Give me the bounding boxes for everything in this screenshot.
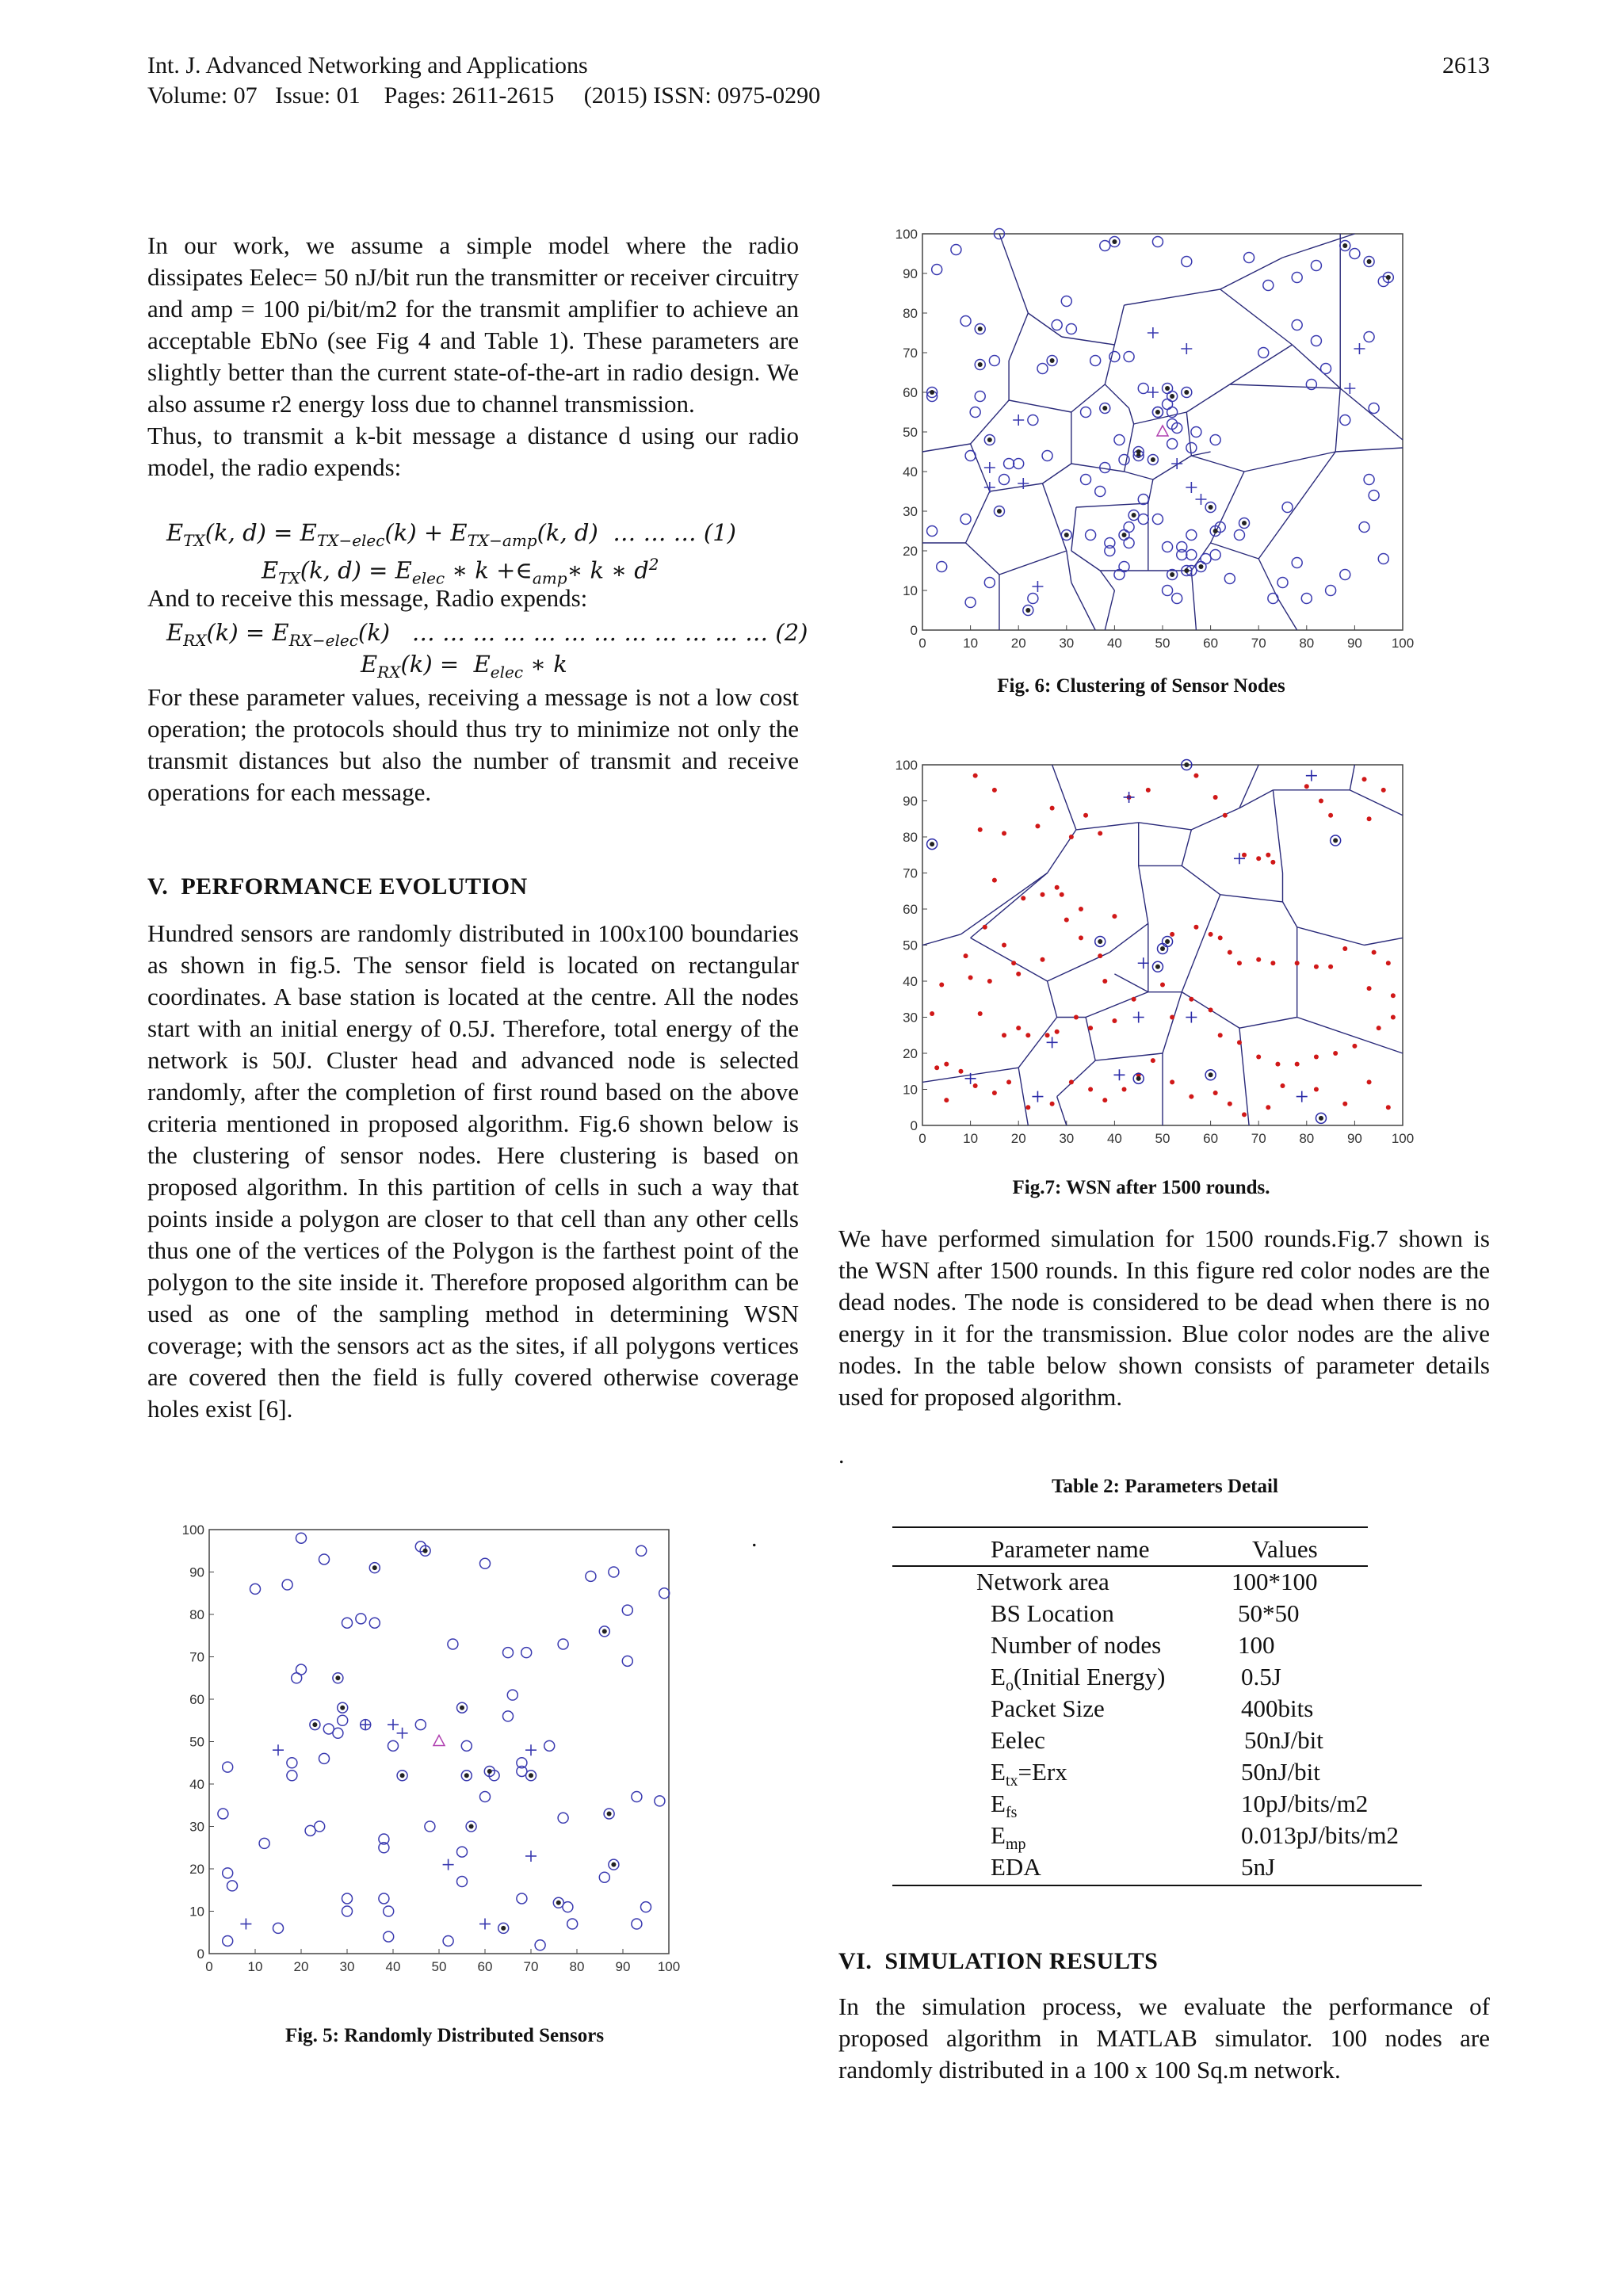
cluster-head-core bbox=[1122, 533, 1127, 537]
x-tick-label: 50 bbox=[1155, 636, 1170, 651]
x-tick-label: 30 bbox=[1059, 1131, 1075, 1146]
dead-node bbox=[1328, 965, 1333, 969]
equation-1b: $E_{TX}(k$, $d) = E_{elec}$ ∗ $k +\in_{amp}∗$ k ∗ $d^2$ bbox=[262, 555, 659, 588]
dead-node bbox=[1025, 1033, 1030, 1037]
table-cell-value: 100*100 bbox=[1232, 1568, 1318, 1595]
x-tick-label: 40 bbox=[1106, 1131, 1122, 1146]
y-tick-label: 80 bbox=[903, 306, 918, 321]
cluster-head-core bbox=[1155, 410, 1160, 415]
y-tick-label: 40 bbox=[903, 974, 918, 989]
dead-node bbox=[1045, 1033, 1050, 1037]
dead-node bbox=[1295, 961, 1300, 965]
cluster-head-core bbox=[1102, 406, 1107, 411]
dead-node bbox=[1170, 1079, 1174, 1084]
figure-6-caption: Fig. 6: Clustering of Sensor Nodes bbox=[997, 675, 1285, 697]
dead-node bbox=[1112, 914, 1117, 919]
dead-node bbox=[1213, 795, 1218, 800]
table-cell-param: $E_{mp}$ bbox=[991, 1821, 1026, 1854]
stray-dot: . bbox=[751, 1526, 758, 1552]
dead-node bbox=[1256, 856, 1261, 861]
dead-node bbox=[1016, 1026, 1021, 1030]
equation-2: $E_{RX}(k) = E_{RX-elec}(k)$ … … … … … … … … … … … … (2) bbox=[166, 619, 808, 650]
dead-node bbox=[1391, 1015, 1396, 1020]
parameters-table-body bbox=[976, 1566, 1452, 1883]
paragraph-dot: . bbox=[838, 1442, 845, 1469]
cluster-head-core bbox=[1213, 529, 1218, 533]
left-column bbox=[147, 230, 799, 483]
dead-node bbox=[1256, 957, 1261, 962]
cluster-head-core bbox=[1342, 243, 1347, 248]
dead-node bbox=[1209, 1007, 1213, 1012]
table-cell-value: 0.5J bbox=[1241, 1663, 1281, 1690]
table-row bbox=[976, 1756, 1452, 1788]
table-bottom-rule bbox=[892, 1885, 1422, 1886]
dead-node bbox=[1342, 1102, 1347, 1106]
dead-node bbox=[1266, 853, 1270, 858]
dead-node bbox=[1352, 1044, 1357, 1049]
cluster-head-core bbox=[1025, 608, 1030, 613]
dead-node bbox=[1275, 1062, 1280, 1067]
y-tick-label: 70 bbox=[189, 1649, 204, 1665]
table-cell-param: Eelec bbox=[991, 1726, 1045, 1754]
x-tick-label: 70 bbox=[1251, 636, 1266, 651]
dead-node bbox=[973, 1083, 978, 1088]
cluster-head-core bbox=[607, 1811, 612, 1816]
x-tick-label: 20 bbox=[1010, 636, 1026, 651]
x-tick-label: 80 bbox=[1299, 636, 1315, 651]
cluster-head-core bbox=[1319, 1116, 1323, 1121]
y-tick-label: 20 bbox=[903, 544, 918, 559]
dead-node bbox=[1102, 1098, 1107, 1102]
x-tick-label: 90 bbox=[1346, 636, 1362, 651]
dead-node bbox=[1386, 961, 1391, 965]
cluster-head-core bbox=[340, 1706, 345, 1710]
table-cell-value: 400bits bbox=[1241, 1694, 1314, 1722]
x-tick-label: 60 bbox=[1203, 1131, 1219, 1146]
cluster-head-core bbox=[423, 1549, 428, 1553]
dead-node bbox=[1228, 950, 1232, 955]
dead-node bbox=[1256, 1055, 1261, 1060]
dead-node bbox=[1242, 1112, 1247, 1117]
y-tick-label: 100 bbox=[895, 758, 918, 773]
dead-node bbox=[1160, 983, 1165, 988]
dead-node bbox=[987, 979, 992, 984]
dead-node bbox=[992, 1091, 997, 1095]
dead-node bbox=[1242, 853, 1247, 858]
x-tick-label: 10 bbox=[963, 1131, 979, 1146]
y-tick-label: 0 bbox=[910, 623, 918, 638]
x-tick-label: 100 bbox=[1391, 1131, 1415, 1146]
equation-1: $E_{TX}(k$, $d) = E_{TX-elec}(k) + E_{TX-amp}(k$, d) … … … (1) bbox=[166, 519, 736, 550]
dead-node bbox=[1083, 813, 1088, 818]
table-header-parameter: Parameter name bbox=[991, 1535, 1150, 1563]
y-tick-label: 80 bbox=[189, 1607, 204, 1622]
paragraph-receive: And to receive this message, Radio expends: bbox=[147, 584, 588, 612]
dead-node bbox=[1372, 950, 1377, 955]
dead-node bbox=[1098, 831, 1102, 835]
cluster-head-core bbox=[930, 842, 934, 846]
dead-node bbox=[1064, 918, 1069, 923]
dead-node bbox=[1213, 1091, 1218, 1095]
dead-node bbox=[1391, 993, 1396, 998]
cluster-head-core bbox=[487, 1769, 492, 1774]
x-tick-label: 20 bbox=[293, 1959, 309, 1974]
table-cell-value: 50*50 bbox=[1238, 1599, 1300, 1627]
cluster-head-core bbox=[464, 1773, 469, 1778]
cluster-head-core bbox=[1155, 965, 1160, 969]
cluster-head-core bbox=[1170, 572, 1174, 577]
table-cell-value: 0.013pJ/bits/m2 bbox=[1241, 1821, 1399, 1849]
dead-node bbox=[1002, 1033, 1006, 1037]
cluster-head-core bbox=[1242, 521, 1247, 525]
table-top-rule bbox=[892, 1526, 1368, 1528]
x-tick-label: 100 bbox=[657, 1959, 681, 1974]
dead-node bbox=[1342, 946, 1347, 951]
y-tick-label: 40 bbox=[903, 464, 918, 479]
dead-node bbox=[1328, 813, 1333, 818]
dead-node bbox=[1069, 1079, 1074, 1084]
figure-5-caption: Fig. 5: Randomly Distributed Sensors bbox=[285, 2025, 605, 2046]
dead-node bbox=[1223, 813, 1228, 818]
dead-node bbox=[1088, 1026, 1093, 1030]
x-tick-label: 20 bbox=[1010, 1131, 1026, 1146]
y-tick-label: 70 bbox=[903, 865, 918, 881]
volume-line: Volume: 07 Issue: 01 Pages: 2611-2615 (2015) ISSN: 0975-0290 bbox=[147, 82, 821, 109]
dead-node bbox=[1146, 788, 1151, 793]
cluster-head-core bbox=[978, 327, 983, 331]
dead-node bbox=[992, 878, 997, 883]
table-row bbox=[976, 1851, 1452, 1883]
cluster-head-core bbox=[1184, 762, 1189, 767]
dead-node bbox=[1193, 774, 1198, 778]
cluster-head-core bbox=[1136, 449, 1141, 454]
x-tick-label: 50 bbox=[1155, 1131, 1170, 1146]
dead-node bbox=[1079, 907, 1083, 911]
cluster-head-core bbox=[997, 509, 1002, 514]
dead-node bbox=[1295, 1062, 1300, 1067]
dead-node bbox=[1041, 957, 1045, 962]
cluster-head-core bbox=[501, 1926, 506, 1931]
y-tick-label: 10 bbox=[903, 1082, 918, 1098]
cluster-head-core bbox=[1184, 568, 1189, 573]
figure-6-plot bbox=[888, 226, 1426, 654]
y-tick-label: 100 bbox=[181, 1522, 204, 1538]
cluster-head-core bbox=[1165, 386, 1170, 391]
section-5-title: PERFORMANCE EVOLUTION bbox=[181, 873, 528, 900]
dead-node bbox=[939, 983, 944, 988]
dead-node bbox=[1035, 823, 1040, 828]
x-tick-label: 60 bbox=[477, 1959, 493, 1974]
cluster-head-core bbox=[1151, 457, 1155, 462]
y-tick-label: 60 bbox=[189, 1692, 204, 1707]
x-tick-label: 10 bbox=[247, 1959, 263, 1974]
section-6-heading bbox=[838, 1948, 1158, 1975]
dead-node bbox=[964, 953, 968, 958]
dead-node bbox=[1055, 885, 1060, 890]
cluster-head-core bbox=[1367, 259, 1372, 264]
y-tick-label: 50 bbox=[189, 1734, 204, 1750]
paragraph-simulation-results: In the simulation process, we evaluate the performance of proposed algorithm in MATLAB simulator. 100 nodes are randomly distributed in a 100 x 100 Sq.m network. bbox=[838, 1992, 1490, 2084]
cluster-head-core bbox=[1112, 239, 1117, 244]
dead-node bbox=[1362, 777, 1367, 781]
table-cell-value: 10pJ/bits/m2 bbox=[1241, 1790, 1369, 1817]
cluster-head-core bbox=[556, 1901, 561, 1905]
figure-7-plot bbox=[888, 757, 1426, 1153]
dead-node bbox=[1270, 961, 1275, 965]
equation-2b: $E_{RX}(k) = E_{elec}$ ∗ k bbox=[361, 651, 567, 682]
cluster-head-core bbox=[335, 1675, 340, 1680]
cluster-head-core bbox=[1170, 394, 1174, 399]
dead-node bbox=[973, 774, 978, 778]
cluster-head-core bbox=[1098, 939, 1102, 944]
table-cell-param: $E_{tx}=Erx$ bbox=[991, 1758, 1067, 1790]
cluster-head-core bbox=[469, 1824, 474, 1829]
dead-node bbox=[1074, 1015, 1079, 1020]
dead-node bbox=[1025, 1105, 1030, 1110]
dead-node bbox=[1314, 965, 1319, 969]
dead-node bbox=[1079, 935, 1083, 940]
table-row bbox=[976, 1820, 1452, 1854]
dead-node bbox=[1016, 972, 1021, 976]
dead-node bbox=[1266, 1105, 1270, 1110]
y-tick-label: 90 bbox=[903, 793, 918, 809]
table-cell-value: 100 bbox=[1238, 1631, 1275, 1659]
table-cell-param: EDA bbox=[991, 1853, 1041, 1881]
dead-node bbox=[930, 1011, 934, 1016]
dead-node bbox=[978, 827, 983, 832]
table-cell-param: $E_{fs}$ bbox=[991, 1790, 1018, 1822]
dead-node bbox=[1102, 979, 1107, 984]
x-tick-label: 100 bbox=[1391, 636, 1415, 651]
dead-node bbox=[1002, 831, 1006, 835]
dead-node bbox=[1069, 835, 1074, 839]
cluster-head-core bbox=[1136, 1076, 1141, 1081]
cluster-head-core bbox=[400, 1773, 405, 1778]
y-tick-label: 60 bbox=[903, 385, 918, 400]
y-tick-label: 20 bbox=[189, 1862, 204, 1877]
paragraph-parameters: For these parameter values, receiving a message is not a low cost operation; the protocols should thus try to minimize not only the transmit distances but also the number of transmit and receive operations for each message. bbox=[147, 683, 799, 806]
y-tick-label: 30 bbox=[189, 1819, 204, 1835]
dead-node bbox=[1209, 932, 1213, 937]
dead-node bbox=[1367, 986, 1372, 991]
dead-node bbox=[1112, 1018, 1117, 1023]
x-tick-label: 0 bbox=[205, 1959, 213, 1974]
table-row bbox=[976, 1598, 1452, 1629]
cluster-head-core bbox=[312, 1722, 317, 1727]
section-5-number: V. bbox=[147, 873, 169, 900]
dead-node bbox=[1011, 961, 1016, 965]
x-tick-label: 70 bbox=[1251, 1131, 1266, 1146]
cluster-head-core bbox=[1333, 839, 1338, 843]
cluster-head-core bbox=[1209, 1072, 1213, 1077]
y-tick-label: 100 bbox=[895, 227, 918, 242]
dead-node bbox=[1386, 1105, 1391, 1110]
dead-node bbox=[1041, 892, 1045, 897]
dead-node bbox=[1218, 1033, 1223, 1037]
cluster-head-core bbox=[987, 437, 992, 442]
paragraph-simulation: We have performed simulation for 1500 rounds.Fig.7 shown is the WSN after 1500 rounds. In this figure red color nodes are the dead nodes. The node is considered to be dead when there is no energy in it for the transmission. Blue color nodes are the alive nodes. In the table below shown consists of parameter details used for proposed algorithm. bbox=[838, 1224, 1490, 1411]
x-tick-label: 80 bbox=[1299, 1131, 1315, 1146]
dead-node bbox=[1088, 1087, 1093, 1092]
cluster-head-core bbox=[978, 362, 983, 367]
table-header-row bbox=[991, 1534, 1434, 1565]
y-tick-label: 50 bbox=[903, 425, 918, 440]
x-tick-label: 40 bbox=[1106, 636, 1122, 651]
dead-node bbox=[1319, 799, 1323, 804]
dead-node bbox=[1193, 925, 1198, 930]
cluster-head-core bbox=[1050, 358, 1055, 363]
dead-node bbox=[1122, 1087, 1127, 1092]
dead-node bbox=[1237, 961, 1242, 965]
cluster-head-core bbox=[1165, 939, 1170, 944]
x-tick-label: 70 bbox=[523, 1959, 539, 1974]
y-tick-label: 40 bbox=[189, 1777, 204, 1792]
table-cell-param: $E_o(Initial$ Energy) bbox=[991, 1663, 1166, 1695]
y-tick-label: 10 bbox=[189, 1904, 204, 1920]
dead-node bbox=[1304, 784, 1309, 789]
dead-node bbox=[978, 1011, 983, 1016]
y-tick-label: 80 bbox=[903, 830, 918, 845]
dead-node bbox=[944, 1098, 949, 1102]
cluster-head-core bbox=[372, 1565, 377, 1570]
y-tick-label: 30 bbox=[903, 504, 918, 519]
cluster-head-core bbox=[1184, 390, 1189, 395]
dead-node bbox=[1189, 997, 1193, 1002]
dead-node bbox=[968, 975, 973, 980]
table-cell-param: BS Location bbox=[991, 1599, 1114, 1627]
x-tick-label: 40 bbox=[385, 1959, 401, 1974]
dead-node bbox=[934, 1065, 939, 1070]
x-tick-label: 90 bbox=[1346, 1131, 1362, 1146]
dead-node bbox=[1281, 1083, 1285, 1088]
y-tick-label: 0 bbox=[197, 1946, 204, 1962]
cluster-head-core bbox=[1064, 533, 1069, 537]
cluster-head-core bbox=[1132, 513, 1136, 518]
dead-node bbox=[1055, 1030, 1060, 1034]
paragraph-performance: Hundred sensors are randomly distributed in 100x100 boundaries as shown in fig.5. The sensor field is located on rectangular coordinates. A base station is located at the centre. All the nodes start with an initial energy of 0.5J. Therefore, total energy of the network is 50J. Cluster head and advanced node is selected randomly, after the completion of first round based on the above criteria mentioned in proposed algorithm. Fig.6 shown below is the clustering of sensor nodes. Here clustering is based on proposed algorithm. In this partition of cells in such a way that points inside a polygon are closer to that cell than any other cells thus one of the vertices of the Polygon is the farthest point of the polygon to the site inside it. Therefore proposed algorithm can be used as one of the sampling method in determining WSN coverage; with the sensors act as the sites, if all polygons vertices are covered then the field is fully covered otherwise coverage holes exist [6]. bbox=[147, 919, 799, 1423]
dead-node bbox=[1132, 997, 1136, 1002]
dead-node bbox=[983, 925, 987, 930]
table-cell-value: 50nJ/bit bbox=[1241, 1758, 1320, 1786]
y-tick-label: 60 bbox=[903, 902, 918, 917]
dead-node bbox=[1098, 953, 1102, 958]
dead-node bbox=[944, 1062, 949, 1067]
table-2-caption: Table 2: Parameters Detail bbox=[1052, 1476, 1278, 1497]
table-row bbox=[976, 1629, 1452, 1661]
page-number: 2613 bbox=[1442, 52, 1490, 78]
y-tick-label: 20 bbox=[903, 1046, 918, 1061]
x-tick-label: 30 bbox=[339, 1959, 355, 1974]
table-cell-param: Packet Size bbox=[991, 1694, 1105, 1722]
dead-node bbox=[1367, 1079, 1372, 1084]
dead-node bbox=[1381, 788, 1386, 793]
x-tick-label: 0 bbox=[918, 1131, 926, 1146]
cluster-head-core bbox=[611, 1862, 616, 1867]
dead-node bbox=[1002, 943, 1006, 948]
section-6-title: SIMULATION RESULTS bbox=[884, 1948, 1159, 1974]
dead-node bbox=[1270, 860, 1275, 865]
table-row bbox=[976, 1661, 1452, 1693]
section-6-number: VI. bbox=[838, 1948, 873, 1974]
cluster-head-core bbox=[1198, 564, 1203, 569]
cluster-head-core bbox=[1209, 505, 1213, 510]
x-tick-label: 0 bbox=[918, 636, 926, 651]
x-tick-label: 80 bbox=[569, 1959, 585, 1974]
dead-node bbox=[1314, 1087, 1319, 1092]
y-tick-label: 70 bbox=[903, 346, 918, 361]
table-row bbox=[976, 1693, 1452, 1725]
plot-frame bbox=[209, 1530, 669, 1954]
y-tick-label: 10 bbox=[903, 583, 918, 598]
cluster-head-core bbox=[930, 390, 934, 395]
cluster-head-core bbox=[529, 1773, 533, 1778]
paragraph-transmit: Thus, to transmit a k-bit message a distance d using our radio model, the radio expends: bbox=[147, 422, 799, 481]
dead-node bbox=[958, 1069, 963, 1074]
dead-node bbox=[1151, 1058, 1155, 1063]
dead-node bbox=[1021, 896, 1025, 900]
dead-node bbox=[1333, 1051, 1338, 1056]
y-tick-label: 0 bbox=[910, 1118, 918, 1133]
dead-node bbox=[1060, 892, 1064, 897]
table-cell-value: 50nJ/bit bbox=[1244, 1726, 1323, 1754]
table-cell-value: 5nJ bbox=[1241, 1853, 1276, 1881]
x-tick-label: 30 bbox=[1059, 636, 1075, 651]
dead-node bbox=[1218, 935, 1223, 940]
y-tick-label: 30 bbox=[903, 1010, 918, 1026]
cluster-head-core bbox=[460, 1706, 464, 1710]
journal-title: Int. J. Advanced Networking and Applications bbox=[147, 52, 588, 78]
dead-node bbox=[1050, 806, 1055, 811]
dead-node bbox=[992, 788, 997, 793]
table-cell-param: Network area bbox=[976, 1568, 1109, 1595]
paragraph-radio-model: In our work, we assume a simple model where the radio dissipates Eelec= 50 nJ/bit run the transmitter or receiver circuitry and amp = 100 pi/bit/m2 for the transmit amplifier to achieve an acceptable EbNo (see Fig 4 and Table 1). These parameters are slightly better than the current state-of-the-art in radio design. We also assume r2 energy loss due to channel transmission. bbox=[147, 231, 799, 418]
x-tick-label: 10 bbox=[963, 636, 979, 651]
table-row bbox=[976, 1788, 1452, 1820]
table-row bbox=[976, 1566, 1452, 1598]
dead-node bbox=[1050, 1102, 1055, 1106]
dead-node bbox=[1314, 1055, 1319, 1060]
dead-node bbox=[1228, 1102, 1232, 1106]
table-header-values: Values bbox=[1252, 1535, 1318, 1563]
dead-node bbox=[1170, 1015, 1174, 1020]
cluster-head-core bbox=[1160, 946, 1165, 951]
section-5-heading bbox=[147, 873, 528, 900]
parameters-table bbox=[991, 1534, 1434, 1565]
dead-node bbox=[1006, 1079, 1011, 1084]
figure-5-plot bbox=[174, 1522, 682, 1981]
y-tick-label: 90 bbox=[189, 1564, 204, 1580]
dead-node bbox=[1189, 1095, 1193, 1099]
x-tick-label: 60 bbox=[1203, 636, 1219, 651]
x-tick-label: 90 bbox=[615, 1959, 631, 1974]
cluster-head-core bbox=[602, 1629, 607, 1633]
y-tick-label: 90 bbox=[903, 266, 918, 281]
dead-node bbox=[1170, 932, 1174, 937]
x-tick-label: 50 bbox=[431, 1959, 447, 1974]
figure-7-caption: Fig.7: WSN after 1500 rounds. bbox=[1012, 1177, 1270, 1198]
dead-node bbox=[1237, 1040, 1242, 1045]
dead-node bbox=[1367, 816, 1372, 821]
dead-node bbox=[1377, 1026, 1381, 1030]
cluster-head-core bbox=[1386, 275, 1391, 280]
y-tick-label: 50 bbox=[903, 938, 918, 953]
table-row bbox=[976, 1725, 1452, 1756]
table-cell-param: Number of nodes bbox=[991, 1631, 1162, 1659]
